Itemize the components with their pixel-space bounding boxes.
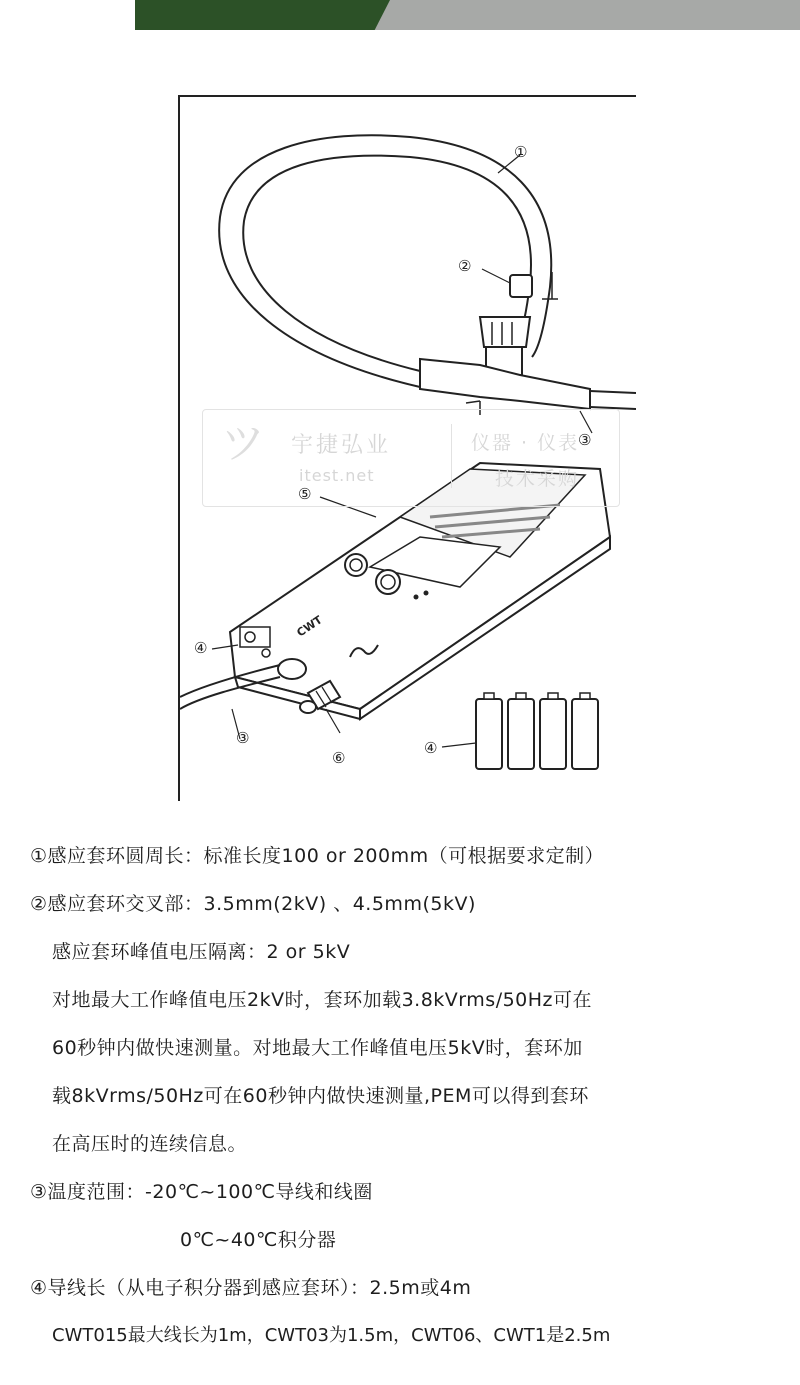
coil-connector — [480, 317, 530, 347]
spec-line-cross-section: ②感应套环交叉部：3.5mm(2kV) 、4.5mm(5kV) — [30, 893, 476, 915]
top-banner-green-tab — [135, 0, 390, 30]
coil-end-cap — [510, 275, 532, 297]
callout-bnc: ⑥ — [332, 749, 346, 767]
spec-line-temperature: ③温度范围：-20℃~100℃导线和线圈 — [30, 1181, 373, 1203]
spec-line-lead-length: ④导线长（从电子积分器到感应套环）：2.5m或4m — [30, 1277, 472, 1299]
cable-gland — [278, 659, 306, 679]
watermark-tagline-bottom: 技术采购 — [495, 468, 580, 490]
spec-line-circumference: ①感应套环圆周长：标准长度100 or 200mm（可根据要求定制） — [30, 845, 605, 867]
svg-text:CWT: CWT — [294, 613, 325, 640]
product-diagram — [178, 95, 636, 801]
spec-line-detail-3: 载8kVrms/50Hz可在60秒钟内做快速测量,PEM可以得到套环 — [52, 1085, 589, 1107]
spec-line-detail-4: 在高压时的连续信息。 — [52, 1133, 248, 1155]
callout-socket: ④ — [194, 639, 208, 657]
watermark-site: itest.net — [299, 466, 375, 485]
spec-line-detail-1: 对地最大工作峰值电压2kV时，套环加载3.8kVrms/50Hz可在 — [52, 989, 593, 1011]
watermark-logo-icon: ツ — [221, 418, 265, 469]
spec-line-isolation: 感应套环峰值电压隔离：2 or 5kV — [52, 941, 351, 963]
knob-2 — [376, 570, 400, 594]
callout-batteries: ④ — [424, 739, 438, 757]
watermark-brand: 宇捷弘业 — [291, 433, 392, 458]
knob-1 — [345, 554, 367, 576]
top-banner-left — [0, 0, 135, 30]
callout-lead-top: ③ — [578, 431, 592, 449]
spec-line-detail-2: 60秒钟内做快速测量。对地最大工作峰值电压5kV时，套环加 — [52, 1037, 583, 1059]
diagram-drawing — [180, 97, 636, 801]
callout-integrator: ⑤ — [298, 485, 312, 503]
batteries — [476, 693, 598, 769]
spec-line-integrator-temp: 0℃~40℃积分器 — [180, 1229, 337, 1251]
callout-lead-bottom: ③ — [236, 729, 250, 747]
callout-cross-section: ② — [458, 257, 472, 275]
callout-coil: ① — [514, 143, 528, 161]
watermark-tagline-top: 仪器 · 仪表 — [471, 432, 580, 454]
lead-cable-top — [590, 391, 636, 409]
spec-line-model-lengths: CWT015最大线长为1m，CWT03为1.5m，CWT06、CWT1是2.5m — [52, 1325, 611, 1346]
top-banner — [0, 0, 800, 30]
